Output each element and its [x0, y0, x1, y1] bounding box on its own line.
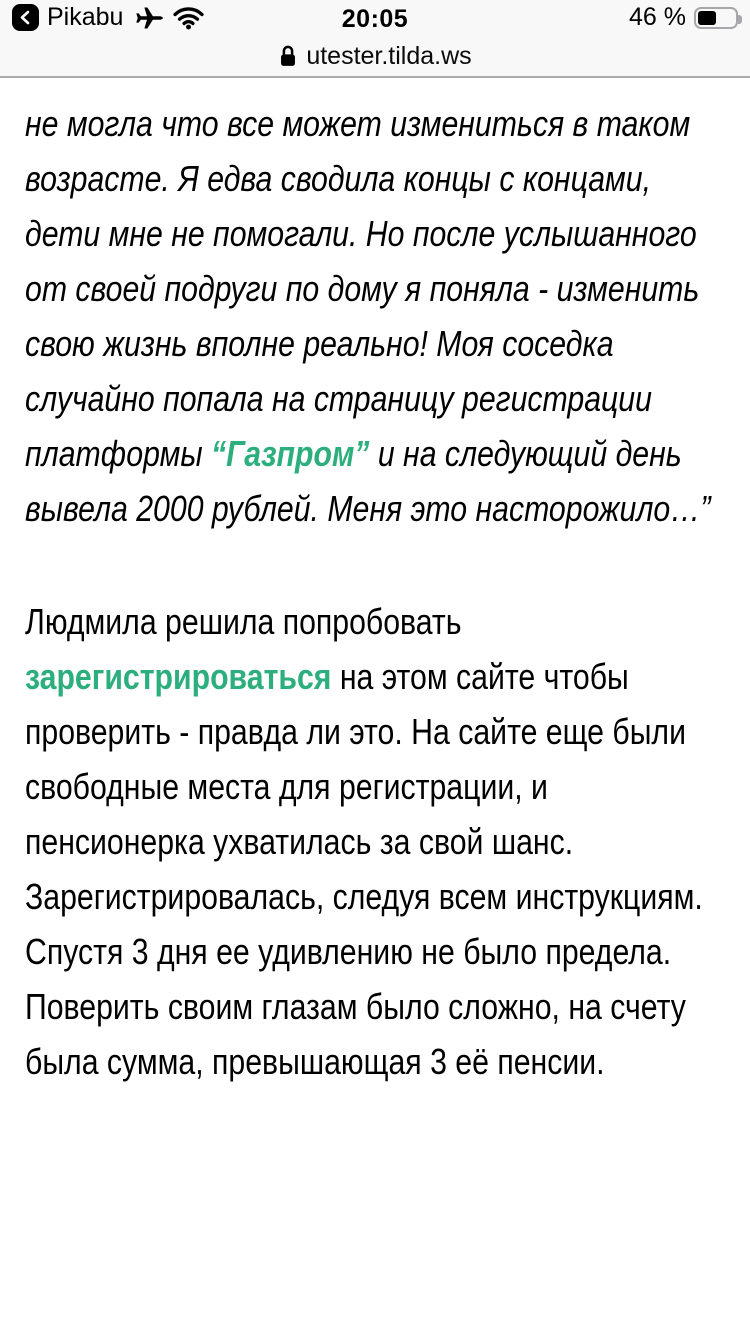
body-text-before-link: Людмила решила попробовать: [25, 601, 462, 642]
back-app-label: Pikabu: [47, 3, 124, 31]
address-bar[interactable]: [0, 36, 750, 76]
status-bar: [0, 0, 750, 36]
article-text: [25, 96, 725, 1089]
status-bar-right: [629, 5, 738, 30]
quote-text-after-link: и на следующий день вывела 2000 рублей. Меня это насторожило…”: [25, 433, 711, 529]
body-text-after-link: на этом сайте чтобы проверить - правда ли это. На сайте еще были свободные места для регистрации, и пенсионерка ухватилась за свой шанс. Зарегистрировалась, следуя всем инструкциям. Спустя 3 дня ее удивлению не было предела. Поверить своим глазам было сложно, на счету была сумма, превышающая 3 её пенсии.: [25, 656, 703, 1082]
page-content: [25, 78, 725, 1089]
battery-percent-label: 46 %: [629, 3, 686, 31]
lock-icon: [278, 44, 298, 68]
url-domain: utester.tilda.ws: [306, 41, 472, 70]
battery-icon: [694, 7, 738, 29]
battery-fill: [698, 11, 716, 25]
story-quote-paragraph: [25, 96, 725, 536]
register-link[interactable]: зарегистрироваться: [25, 656, 332, 697]
battery-nub: [738, 15, 742, 24]
gazprom-link[interactable]: “Газпром”: [210, 433, 370, 474]
quote-text-before-link: не могла что все может измениться в таком возрасте. Я едва сводила концы с концами, дети мне не помогали. Но после услышанного от своей подруги по дому я поняла - изменить свою жизнь вполне реально! Моя соседка случайно попала на страницу регистрации платформы: [25, 103, 700, 474]
story-body-paragraph: [25, 594, 725, 1089]
clock: 20:05: [341, 5, 409, 33]
safari-top-bar: [0, 0, 750, 78]
